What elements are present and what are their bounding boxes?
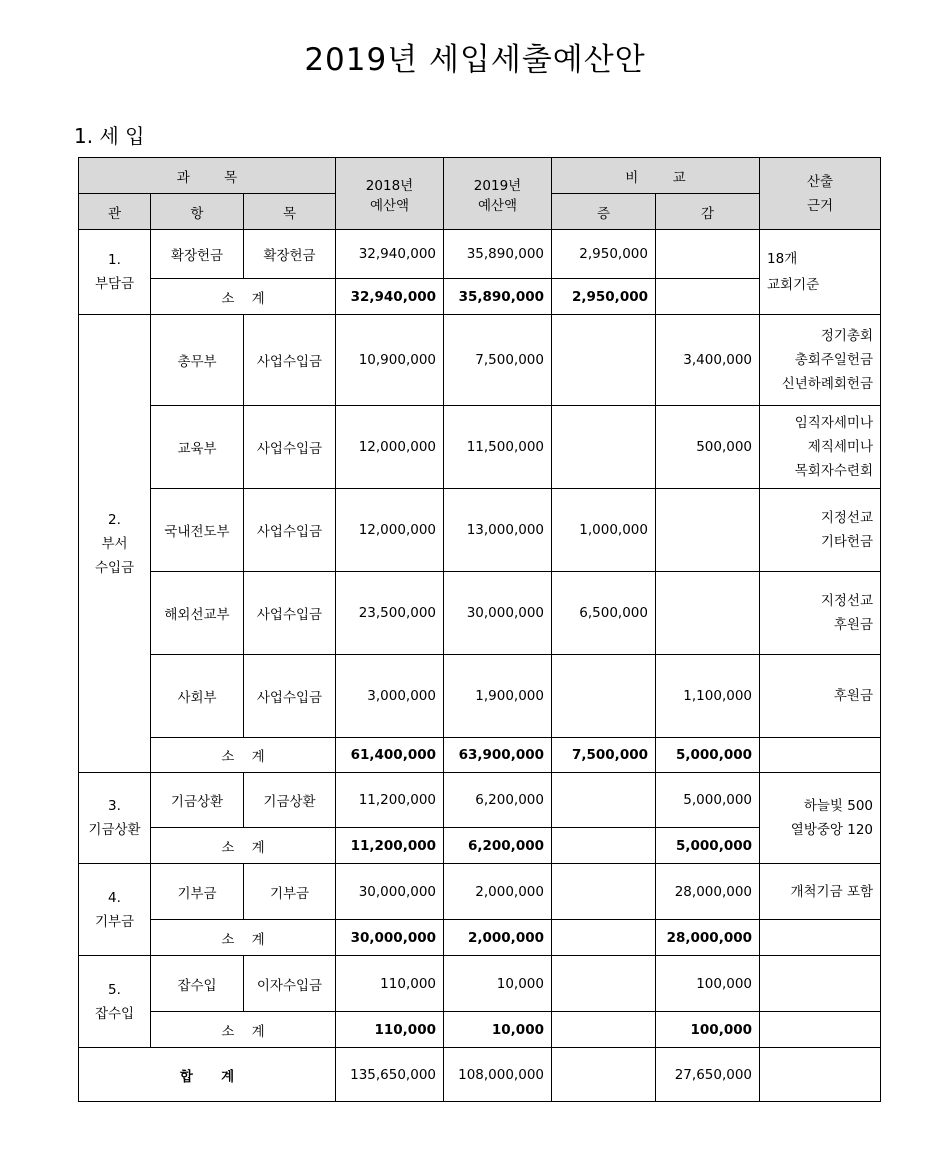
budget-2019-cell: 6,200,000: [444, 773, 552, 828]
total-label: 합 계: [79, 1048, 336, 1102]
subtotal-label: 소 계: [151, 738, 336, 773]
subtotal-2018: 32,940,000: [336, 279, 444, 315]
hang-cell: 해외선교부: [151, 572, 244, 655]
budget-2018-cell: 30,000,000: [336, 864, 444, 920]
budget-2018-cell: 3,000,000: [336, 655, 444, 738]
table-row: [79, 864, 881, 920]
header-account: 과 목: [79, 158, 336, 194]
decrease-cell: 3,400,000: [656, 315, 760, 406]
subtotal-2018: 61,400,000: [336, 738, 444, 773]
total-decrease: 27,650,000: [656, 1048, 760, 1102]
budget-2019-cell: 2,000,000: [444, 864, 552, 920]
subtotal-row: [79, 920, 881, 956]
mok-cell: 사업수입금: [244, 489, 336, 572]
mok-cell: 사업수입금: [244, 315, 336, 406]
basis-cell: 지정선교 기타헌금: [760, 489, 881, 572]
mok-cell: 사업수입금: [244, 572, 336, 655]
revenue-budget-table: [78, 157, 881, 1102]
decrease-cell: [656, 572, 760, 655]
hang-cell: 기금상환: [151, 773, 244, 828]
subtotal-increase: [552, 1012, 656, 1048]
decrease-cell: 1,100,000: [656, 655, 760, 738]
budget-2019-cell: 1,900,000: [444, 655, 552, 738]
header-decrease: 감: [656, 194, 760, 230]
mok-cell: 사업수입금: [244, 655, 336, 738]
mok-cell: 이자수입금: [244, 956, 336, 1012]
table-row: [79, 956, 881, 1012]
subtotal-decrease: 5,000,000: [656, 828, 760, 864]
table-row: [79, 230, 881, 279]
basis-cell: 18개 교회기준: [760, 230, 881, 315]
subtotal-2018: 30,000,000: [336, 920, 444, 956]
hang-cell: 확장헌금: [151, 230, 244, 279]
basis-cell: 하늘빛 500 열방중앙 120: [760, 773, 881, 864]
budget-2018-cell: 23,500,000: [336, 572, 444, 655]
decrease-cell: 100,000: [656, 956, 760, 1012]
subtotal-decrease: 5,000,000: [656, 738, 760, 773]
increase-cell: 6,500,000: [552, 572, 656, 655]
subtotal-row: [79, 738, 881, 773]
section-heading: 1. 세 입: [74, 124, 145, 148]
subtotal-increase: 2,950,000: [552, 279, 656, 315]
budget-2019-cell: 30,000,000: [444, 572, 552, 655]
hang-cell: 기부금: [151, 864, 244, 920]
subtotal-2019: 35,890,000: [444, 279, 552, 315]
document-title: 2019년 세입세출예산안: [304, 42, 646, 78]
header-budget-2019: 2019년 예산액: [444, 158, 552, 230]
gwan-cell: 4. 기부금: [79, 864, 151, 956]
total-2019: 108,000,000: [444, 1048, 552, 1102]
increase-cell: [552, 773, 656, 828]
hang-cell: 잡수입: [151, 956, 244, 1012]
header-increase: 증: [552, 194, 656, 230]
budget-2019-cell: 10,000: [444, 956, 552, 1012]
budget-2018-cell: 10,900,000: [336, 315, 444, 406]
basis-cell: [760, 738, 881, 773]
budget-2018-cell: 110,000: [336, 956, 444, 1012]
table-row: [79, 406, 881, 489]
budget-2018-cell: 12,000,000: [336, 406, 444, 489]
hang-cell: 교육부: [151, 406, 244, 489]
subtotal-label: 소 계: [151, 279, 336, 315]
table-row: [79, 773, 881, 828]
hang-cell: 국내전도부: [151, 489, 244, 572]
header-comparison: 비 교: [552, 158, 760, 194]
subtotal-decrease: 28,000,000: [656, 920, 760, 956]
subtotal-increase: 7,500,000: [552, 738, 656, 773]
decrease-cell: 5,000,000: [656, 773, 760, 828]
basis-cell: 정기총회 총회주일헌금 신년하례회헌금: [760, 315, 881, 406]
subtotal-increase: [552, 920, 656, 956]
increase-cell: [552, 956, 656, 1012]
decrease-cell: [656, 230, 760, 279]
table-row: [79, 315, 881, 406]
hang-cell: 총무부: [151, 315, 244, 406]
gwan-cell: 1. 부담금: [79, 230, 151, 315]
decrease-cell: [656, 489, 760, 572]
subtotal-2018: 11,200,000: [336, 828, 444, 864]
subtotal-decrease: [656, 279, 760, 315]
gwan-cell: 2. 부서 수입금: [79, 315, 151, 773]
increase-cell: [552, 864, 656, 920]
total-row: [79, 1048, 881, 1102]
subtotal-2019: 2,000,000: [444, 920, 552, 956]
mok-cell: 사업수입금: [244, 406, 336, 489]
header-budget-2018: 2018년 예산액: [336, 158, 444, 230]
decrease-cell: 500,000: [656, 406, 760, 489]
increase-cell: 2,950,000: [552, 230, 656, 279]
mok-cell: 기금상환: [244, 773, 336, 828]
subtotal-label: 소 계: [151, 1012, 336, 1048]
table-row: [79, 572, 881, 655]
increase-cell: [552, 315, 656, 406]
subtotal-label: 소 계: [151, 828, 336, 864]
budget-2019-cell: 13,000,000: [444, 489, 552, 572]
gwan-cell: 5. 잡수입: [79, 956, 151, 1048]
subtotal-decrease: 100,000: [656, 1012, 760, 1048]
increase-cell: 1,000,000: [552, 489, 656, 572]
increase-cell: [552, 655, 656, 738]
budget-2018-cell: 32,940,000: [336, 230, 444, 279]
mok-cell: 기부금: [244, 864, 336, 920]
basis-cell: 임직자세미나 제직세미나 목회자수련회: [760, 406, 881, 489]
hang-cell: 사회부: [151, 655, 244, 738]
subtotal-2019: 63,900,000: [444, 738, 552, 773]
basis-cell: [760, 1048, 881, 1102]
subtotal-2018: 110,000: [336, 1012, 444, 1048]
total-increase: [552, 1048, 656, 1102]
table-row: [79, 489, 881, 572]
subtotal-increase: [552, 828, 656, 864]
basis-cell: [760, 956, 881, 1012]
basis-cell: 개척기금 포함: [760, 864, 881, 920]
mok-cell: 확장헌금: [244, 230, 336, 279]
total-2018: 135,650,000: [336, 1048, 444, 1102]
gwan-cell: 3. 기금상환: [79, 773, 151, 864]
header-mok: 목: [244, 194, 336, 230]
subtotal-label: 소 계: [151, 920, 336, 956]
basis-cell: [760, 1012, 881, 1048]
table-row: [79, 655, 881, 738]
header-basis: 산출 근거: [760, 158, 881, 230]
subtotal-row: [79, 1012, 881, 1048]
basis-cell: 지정선교 후원금: [760, 572, 881, 655]
decrease-cell: 28,000,000: [656, 864, 760, 920]
budget-2019-cell: 11,500,000: [444, 406, 552, 489]
subtotal-2019: 10,000: [444, 1012, 552, 1048]
budget-2019-cell: 35,890,000: [444, 230, 552, 279]
basis-cell: 후원금: [760, 655, 881, 738]
budget-2018-cell: 12,000,000: [336, 489, 444, 572]
header-gwan: 관: [79, 194, 151, 230]
budget-2019-cell: 7,500,000: [444, 315, 552, 406]
header-row: [79, 158, 881, 194]
budget-2018-cell: 11,200,000: [336, 773, 444, 828]
basis-cell: [760, 920, 881, 956]
increase-cell: [552, 406, 656, 489]
subtotal-2019: 6,200,000: [444, 828, 552, 864]
header-hang: 항: [151, 194, 244, 230]
